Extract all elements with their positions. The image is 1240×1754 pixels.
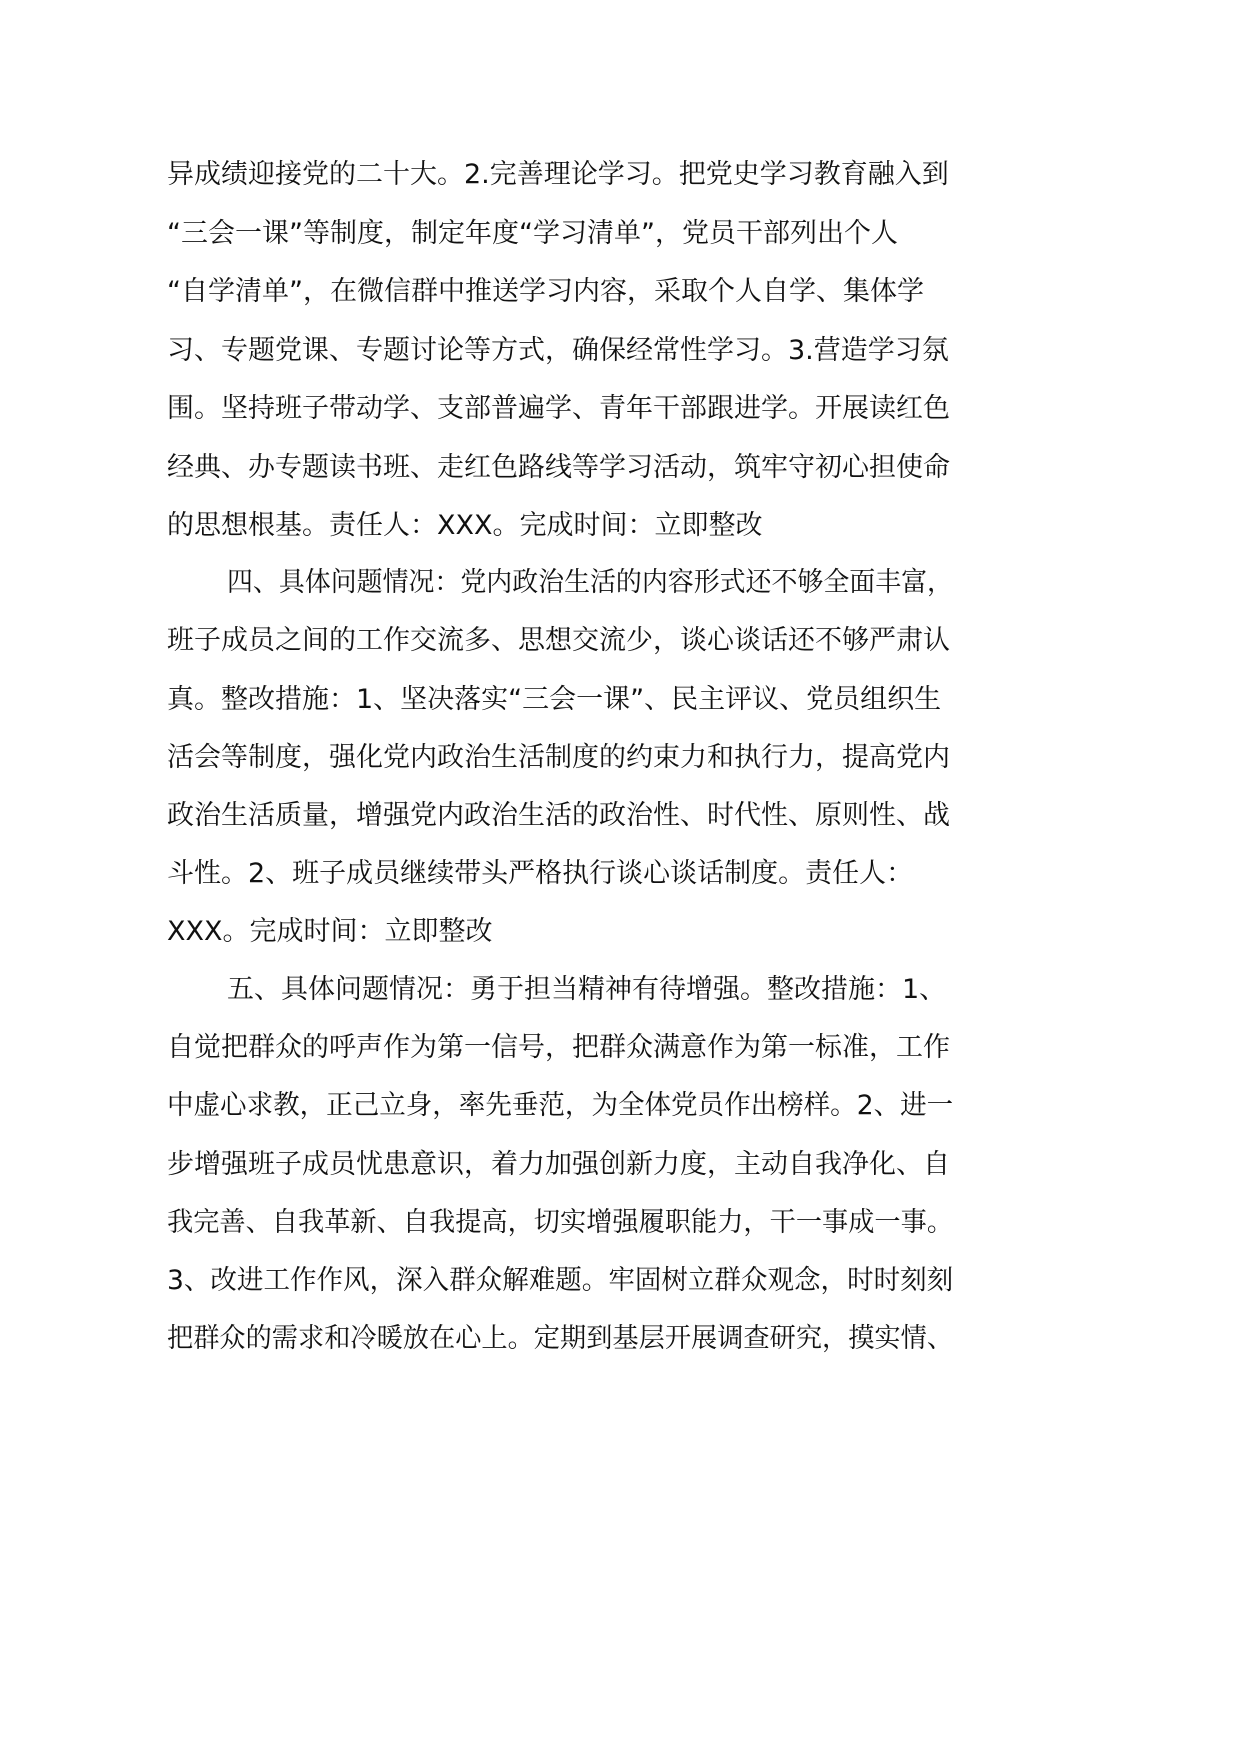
paragraph-line: 经典、办专题读书班、走红色路线等学习活动，筑牢守初心担使命	[167, 452, 950, 483]
paragraph-line: “三会一课”等制度，制定年度“学习清单”，党员干部列出个人	[167, 218, 898, 249]
paragraph-line: 习、专题党课、专题讨论等方式，确保经常性学习。3.营造学习氛	[167, 335, 949, 366]
paragraph-line: 自觉把群众的呼声作为第一信号，把群众满意作为第一标准，工作	[167, 1032, 950, 1063]
paragraph-line: 真。整改措施：1、坚决落实“三会一课”、民主评议、党员组织生	[167, 684, 942, 715]
paragraph-line: 把群众的需求和冷暖放在心上。定期到基层开展调查研究，摸实情、	[167, 1323, 954, 1354]
paragraph-line: 五、具体问题情况：勇于担当精神有待增强。整改措施：1、	[227, 974, 947, 1005]
paragraph-line: 我完善、自我革新、自我提高，切实增强履职能力，干一事成一事。	[167, 1207, 954, 1238]
paragraph-line: “自学清单”，在微信群中推送学习内容，采取个人自学、集体学	[167, 276, 924, 307]
paragraph-line: XXX。完成时间：立即整改	[167, 916, 493, 947]
paragraph-line: 步增强班子成员忧患意识，着力加强创新力度，主动自我净化、自	[167, 1149, 950, 1180]
paragraph-line: 异成绩迎接党的二十大。2.完善理论学习。把党史学习教育融入到	[167, 159, 949, 190]
paragraph-line: 的思想根基。责任人：XXX。完成时间：立即整改	[167, 510, 763, 541]
paragraph-line: 班子成员之间的工作交流多、思想交流少，谈心谈话还不够严肃认	[167, 625, 950, 656]
paragraph-line: 活会等制度，强化党内政治生活制度的约束力和执行力，提高党内	[167, 742, 950, 773]
paragraph-line: 政治生活质量，增强党内政治生活的政治性、时代性、原则性、战	[167, 800, 950, 831]
paragraph-line: 3、改进工作作风，深入群众解难题。牢固树立群众观念，时时刻刻	[167, 1265, 954, 1296]
paragraph-line: 中虚心求教，正己立身，率先垂范，为全体党员作出榜样。2、进一	[167, 1090, 954, 1121]
paragraph-line: 斗性。2、班子成员继续带头严格执行谈心谈话制度。责任人：	[167, 858, 914, 889]
paragraph-line: 四、具体问题情况：党内政治生活的内容形式还不够全面丰富，	[227, 567, 953, 598]
paragraph-line: 围。坚持班子带动学、支部普遍学、青年干部跟进学。开展读红色	[167, 393, 950, 424]
